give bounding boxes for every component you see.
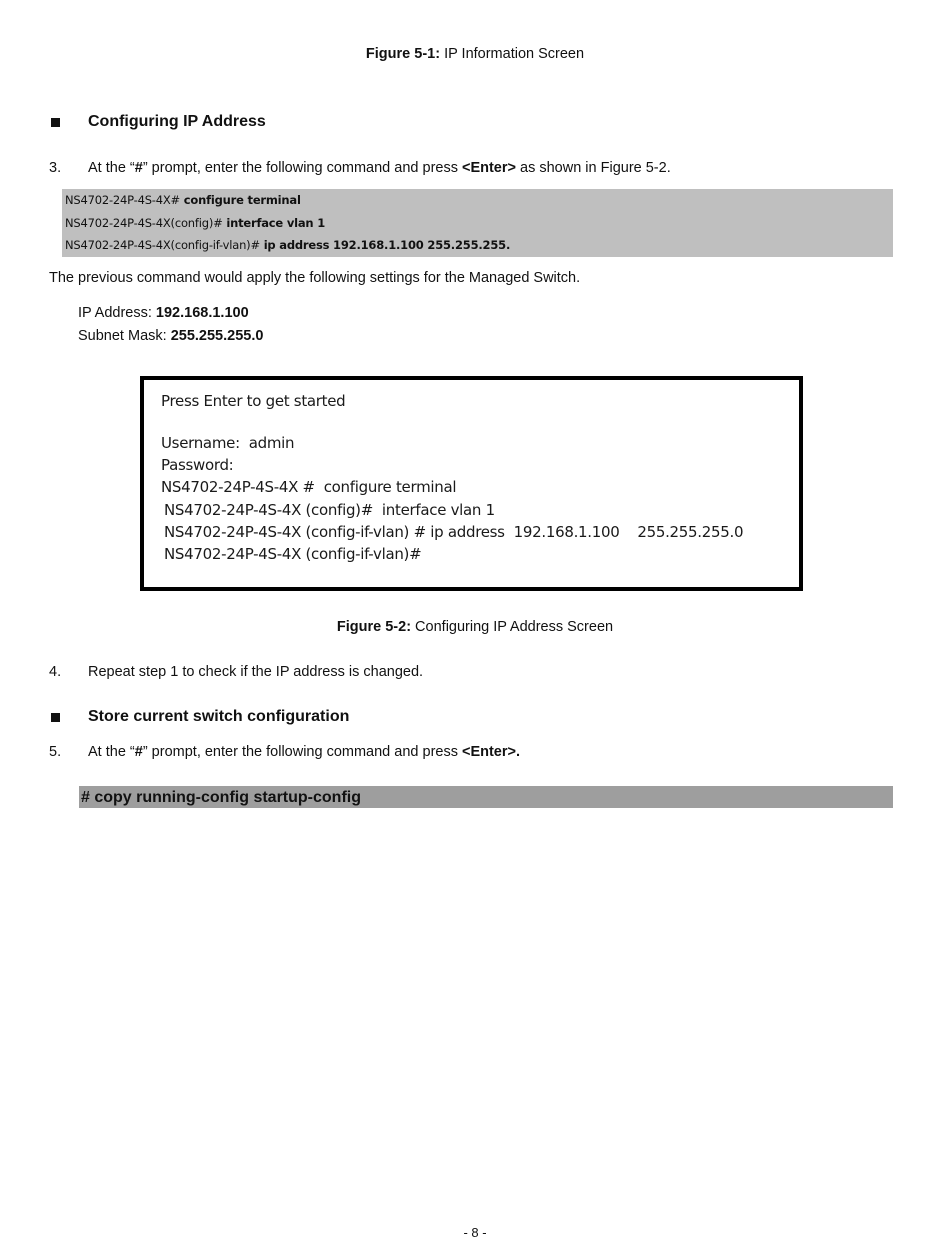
text-fragment: ” prompt, enter the following command and press <box>142 160 462 176</box>
square-bullet-icon <box>51 118 60 127</box>
subnet-mask-setting <box>78 328 263 344</box>
command-block <box>62 189 893 257</box>
section-heading-store-config: Store current switch configuration <box>88 708 350 725</box>
text-fragment: ” prompt, enter the following command and press <box>142 744 462 760</box>
step-5-text <box>88 744 520 760</box>
figure-5-2-caption <box>0 619 950 635</box>
ip-address-setting <box>78 305 249 321</box>
command-line <box>62 189 893 212</box>
hash-symbol: # <box>134 744 143 760</box>
step-3-text <box>88 160 671 176</box>
figure-label: Figure 5-1: <box>365 46 441 62</box>
command-text: ip address 192.168.1.100 255.255.255. <box>259 238 511 252</box>
enter-key: <Enter> <box>461 160 516 176</box>
copy-config-command: # copy running-config startup-config <box>79 786 893 808</box>
terminal-line: Username: admin <box>161 434 295 452</box>
text-fragment: At the “ <box>88 160 135 176</box>
command-text: configure terminal <box>179 193 301 207</box>
step-number: 5. <box>49 744 62 760</box>
setting-value: 192.168.1.100 <box>155 305 249 321</box>
square-bullet-icon <box>51 713 60 722</box>
figure-5-1-caption <box>0 46 950 62</box>
terminal-line: NS4702-24P-4S-4X (config)# interface vlan 1 <box>164 501 495 519</box>
hash-symbol: # <box>134 160 143 176</box>
terminal-line: Password: <box>161 456 234 474</box>
command-prompt: NS4702-24P-4S-4X(config-if-vlan)# <box>65 238 260 252</box>
step-number: 3. <box>49 160 62 176</box>
apply-settings-text: The previous command would apply the following settings for the Managed Switch. <box>49 270 581 286</box>
command-line <box>62 212 893 235</box>
step-4-text: Repeat step 1 to check if the IP address is changed. <box>88 664 424 680</box>
terminal-line: NS4702-24P-4S-4X (config-if-vlan)# <box>164 545 422 563</box>
command-prompt: NS4702-24P-4S-4X# <box>65 193 180 207</box>
terminal-line: NS4702-24P-4S-4X # configure terminal <box>161 478 457 496</box>
enter-key: <Enter>. <box>461 744 521 760</box>
step-number: 4. <box>49 664 62 680</box>
command-prompt: NS4702-24P-4S-4X(config)# <box>65 215 223 230</box>
figure-title: Configuring IP Address Screen <box>411 619 614 635</box>
setting-value: 255.255.255.0 <box>170 328 264 344</box>
page-number: - 8 - <box>463 1225 487 1240</box>
terminal-screenshot <box>140 376 803 591</box>
figure-label: Figure 5-2: <box>336 619 412 635</box>
text-fragment: At the “ <box>88 744 135 760</box>
setting-label: IP Address: <box>78 305 156 321</box>
figure-title: IP Information Screen <box>440 46 585 62</box>
setting-label: Subnet Mask: <box>78 328 171 344</box>
command-line <box>62 234 893 257</box>
text-fragment: as shown in Figure 5-2. <box>515 160 671 176</box>
terminal-line: Press Enter to get started <box>161 392 346 410</box>
command-text: interface vlan 1 <box>222 215 326 230</box>
section-heading-configuring-ip: Configuring IP Address <box>88 113 266 130</box>
terminal-line: NS4702-24P-4S-4X (config-if-vlan) # ip address 192.168.1.100 255.255.255.0 <box>164 523 744 541</box>
